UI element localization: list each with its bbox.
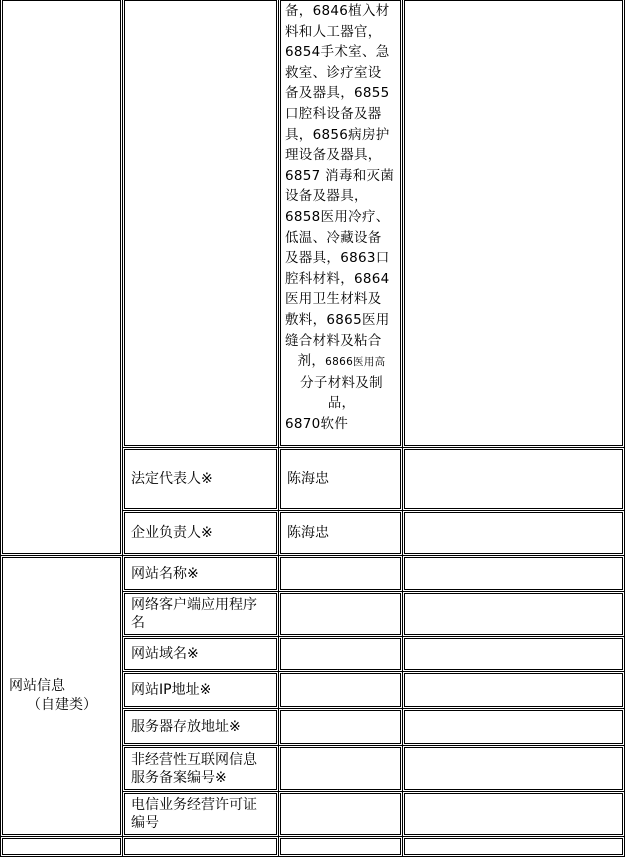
enterprise-principal-label: 企业负责人※ bbox=[123, 511, 279, 556]
business-scope-line: 医用卫生材料及 bbox=[285, 291, 382, 308]
website-name-value bbox=[279, 556, 403, 592]
business-scope-line: 料和人工器官， bbox=[285, 23, 382, 40]
website-group-sub: （自建类） bbox=[27, 697, 97, 713]
business-scope-center-1: 分子材料及制 bbox=[300, 374, 383, 391]
website-ip-value bbox=[279, 672, 403, 709]
business-scope-line: 口腔科设备及器 bbox=[285, 105, 382, 122]
legal-representative-note bbox=[403, 448, 625, 511]
business-scope-line: 敷料，6865医用 bbox=[285, 311, 390, 328]
icp-record-label: 非经营性互联网信息服务备案编号※ bbox=[123, 746, 279, 792]
client-app-name-value bbox=[279, 592, 403, 637]
legal-representative-label: 法定代表人※ bbox=[123, 448, 279, 511]
enterprise-principal-note bbox=[403, 511, 625, 556]
business-scope-small-text: 6866医用高 bbox=[325, 356, 386, 369]
website-name-label: 网站名称※ bbox=[123, 556, 279, 592]
next-row-cell-2 bbox=[123, 837, 279, 857]
business-scope-line: 备，6846植入材 bbox=[285, 3, 390, 19]
business-scope-line: 6858医用冷疗、 bbox=[285, 208, 390, 225]
telecom-license-value bbox=[279, 792, 403, 837]
business-scope-lines bbox=[285, 1, 398, 351]
business-scope-line: 及器具，6863口 bbox=[285, 250, 390, 267]
website-domain-note bbox=[403, 637, 625, 672]
telecom-license-label: 电信业务经营许可证编号 bbox=[123, 792, 279, 837]
business-scope-line: 6854手术室、急 bbox=[285, 44, 390, 61]
website-group-label: 网站信息 bbox=[9, 678, 65, 694]
scope-note-cell bbox=[403, 0, 625, 448]
business-scope-center-2: 品， bbox=[327, 395, 356, 412]
telecom-license-note bbox=[403, 792, 625, 837]
business-scope-line: 具，6856病房护 bbox=[285, 126, 390, 143]
icp-record-note bbox=[403, 746, 625, 792]
website-domain-label: 网站域名※ bbox=[123, 637, 279, 672]
business-scope-small-line bbox=[285, 351, 398, 373]
legal-representative-value: 陈海忠 bbox=[279, 448, 403, 511]
business-scope-line: 缝合材料及粘合 bbox=[285, 332, 382, 349]
website-info-group bbox=[1, 556, 123, 837]
next-row-cell-3 bbox=[279, 837, 403, 857]
business-scope-line: 设备及器具， bbox=[285, 188, 368, 205]
business-scope-line: 腔科材料，6864 bbox=[285, 270, 390, 287]
business-scope-line: 6857 消毒和灭菌 bbox=[285, 167, 395, 184]
enterprise-principal-value: 陈海忠 bbox=[279, 511, 403, 556]
website-ip-label: 网站IP地址※ bbox=[123, 672, 279, 709]
website-domain-value bbox=[279, 637, 403, 672]
scope-label-cell bbox=[123, 0, 279, 448]
business-scope-small-prefix: 剂， bbox=[297, 353, 326, 370]
business-scope-cell bbox=[279, 0, 403, 448]
business-scope-last: 6870软件 bbox=[285, 415, 349, 432]
server-location-label: 服务器存放地址※ bbox=[123, 709, 279, 746]
next-row-cell-4 bbox=[403, 837, 625, 857]
business-scope-line: 救室、诊疗室设 bbox=[285, 64, 382, 81]
business-scope-line: 理设备及器具， bbox=[285, 147, 382, 164]
client-app-name-note bbox=[403, 592, 625, 637]
enterprise-group-cell bbox=[1, 0, 123, 556]
client-app-name-label: 网络客户端应用程序名 bbox=[123, 592, 279, 637]
business-scope-line: 备及器具，6855 bbox=[285, 85, 390, 102]
website-ip-note bbox=[403, 672, 625, 709]
next-row-cell-1 bbox=[1, 837, 123, 857]
server-location-note bbox=[403, 709, 625, 746]
business-scope-line: 低温、冷藏设备 bbox=[285, 229, 382, 246]
website-name-note bbox=[403, 556, 625, 592]
server-location-value bbox=[279, 709, 403, 746]
icp-record-value bbox=[279, 746, 403, 792]
